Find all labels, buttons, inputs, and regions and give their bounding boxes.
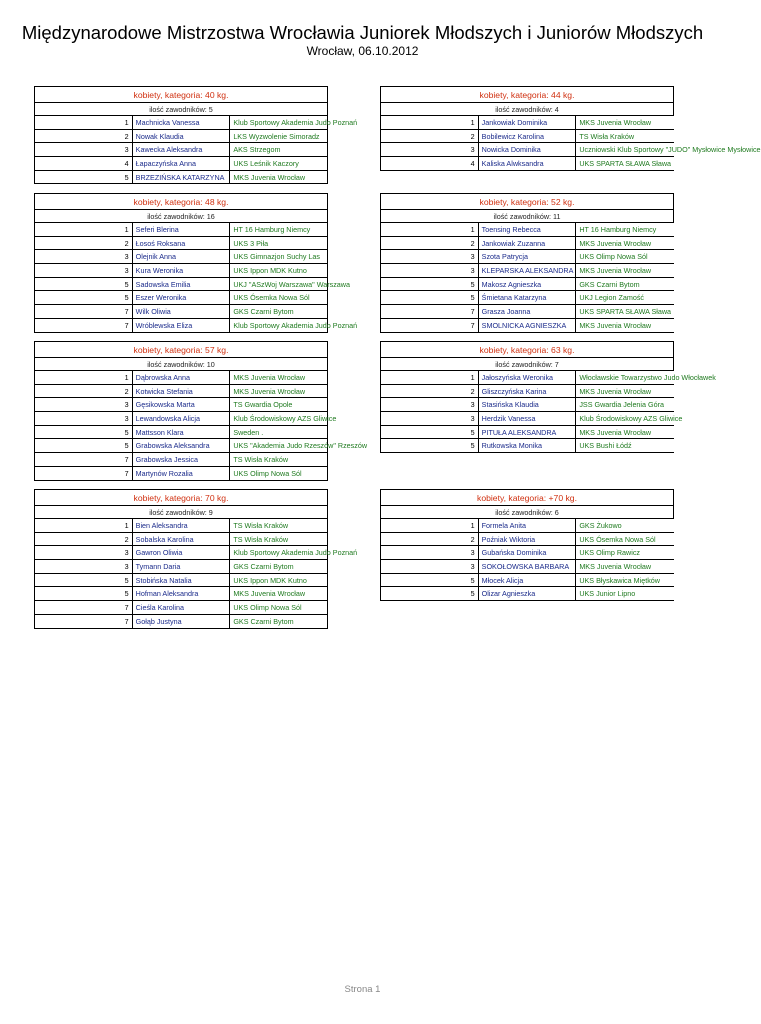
table-row bbox=[35, 305, 328, 319]
table-row bbox=[381, 384, 674, 398]
table-row bbox=[381, 560, 674, 574]
page-title: Międzynarodowe Mistrzostwa Wrocławia Juniorek Młodszych i Juniorów Młodszych bbox=[21, 22, 704, 43]
club-name: TS Wisła Kraków bbox=[230, 532, 328, 546]
category-block bbox=[380, 86, 761, 171]
club-name: GKS Czarni Bytom bbox=[230, 560, 328, 574]
club-name: UKS Leśnik Kaczory bbox=[230, 157, 328, 171]
club-name: UKS SPARTA SŁAWA Sława bbox=[576, 305, 674, 319]
competitor-name: SOKOŁOWSKA BARBARA bbox=[478, 560, 576, 574]
place-cell: 5 bbox=[35, 439, 133, 453]
place-cell: 1 bbox=[381, 519, 479, 533]
place-cell: 2 bbox=[35, 384, 133, 398]
category-title: kobiety, kategoria: 57 kg. bbox=[35, 342, 328, 358]
table-row bbox=[35, 116, 328, 130]
place-cell: 5 bbox=[381, 425, 479, 439]
competitor-name: Seferi Blerina bbox=[132, 223, 230, 237]
table-row bbox=[35, 573, 328, 587]
competitor-name: Kawecka Aleksandra bbox=[132, 143, 230, 157]
category-title: kobiety, kategoria: 48 kg. bbox=[35, 194, 328, 210]
place-cell: 2 bbox=[35, 532, 133, 546]
place-cell: 3 bbox=[35, 412, 133, 426]
competitor-name: Kura Weronika bbox=[132, 264, 230, 278]
table-row bbox=[381, 129, 674, 143]
club-name: UKS Ippon MDK Kutno bbox=[230, 573, 328, 587]
club-name: MKS Juvenia Wrocław bbox=[576, 264, 674, 278]
place-cell: 1 bbox=[381, 371, 479, 385]
club-name: MKS Juvenia Wrocław bbox=[576, 560, 674, 574]
place-cell: 5 bbox=[35, 170, 133, 184]
club-name: Klub Sportowy Akademia Judo Poznań bbox=[230, 318, 328, 332]
results-table bbox=[380, 193, 674, 333]
club-name: UKS Bushi Łódź bbox=[576, 439, 674, 453]
club-name: MKS Juvenia Wrocław bbox=[576, 425, 674, 439]
club-name: HT 16 Hamburg Niemcy bbox=[576, 223, 674, 237]
table-row bbox=[35, 614, 328, 628]
place-cell: 3 bbox=[381, 250, 479, 264]
competitor-name: Stasińska Klaudia bbox=[478, 398, 576, 412]
competitor-name: Łapaczyńska Anna bbox=[132, 157, 230, 171]
table-row bbox=[35, 546, 328, 560]
table-row bbox=[381, 439, 674, 453]
table-row bbox=[381, 412, 674, 426]
place-cell: 2 bbox=[381, 532, 479, 546]
club-name: GKS Czarni Bytom bbox=[230, 614, 328, 628]
table-row bbox=[381, 157, 674, 171]
category-title: kobiety, kategoria: 63 kg. bbox=[381, 342, 674, 358]
table-row bbox=[35, 601, 328, 615]
results-table bbox=[34, 489, 358, 629]
place-cell: 5 bbox=[35, 587, 133, 601]
table-row bbox=[35, 318, 328, 332]
table-row bbox=[35, 453, 328, 467]
page-subtitle: Wrocław, 06.10.2012 bbox=[306, 44, 419, 58]
table-row bbox=[35, 170, 328, 184]
competitor-name: Szota Patrycja bbox=[478, 250, 576, 264]
table-row bbox=[35, 439, 328, 453]
competitor-name: Młocek Alicja bbox=[478, 573, 576, 587]
table-row bbox=[35, 371, 328, 385]
competitor-name: Grabowska Jessica bbox=[132, 453, 230, 467]
results-table bbox=[34, 193, 358, 333]
category-block bbox=[34, 86, 358, 184]
club-name: GKS Czarni Bytom bbox=[576, 277, 674, 291]
category-title: kobiety, kategoria: +70 kg. bbox=[381, 490, 674, 506]
table-row bbox=[35, 560, 328, 574]
place-cell: 3 bbox=[35, 560, 133, 574]
competitor-name: Makosz Agnieszka bbox=[478, 277, 576, 291]
competitor-name: Dąbrowska Anna bbox=[132, 371, 230, 385]
competitor-name: Cieśla Karolina bbox=[132, 601, 230, 615]
competitor-count: ilość zawodników: 5 bbox=[35, 103, 328, 116]
competitor-name: Kotwicka Stefania bbox=[132, 384, 230, 398]
table-row bbox=[381, 318, 674, 332]
competitor-name: Grasza Joanna bbox=[478, 305, 576, 319]
competitor-name: Sadowska Emilia bbox=[132, 277, 230, 291]
competitor-name: Sobalska Karolina bbox=[132, 532, 230, 546]
category-block bbox=[380, 489, 674, 601]
club-name: TS Gwardia Opole bbox=[230, 398, 328, 412]
club-name: UKS Ippon MDK Kutno bbox=[230, 264, 328, 278]
club-name: Sweden . bbox=[230, 425, 328, 439]
club-name: TS Wisła Kraków bbox=[230, 453, 328, 467]
club-name: MKS Juvenia Wrocław bbox=[230, 384, 328, 398]
table-row bbox=[35, 264, 328, 278]
competitor-name: Tymann Daria bbox=[132, 560, 230, 574]
place-cell: 2 bbox=[35, 129, 133, 143]
place-cell: 5 bbox=[381, 587, 479, 601]
club-name: UKS Gimnazjon Suchy Las bbox=[230, 250, 328, 264]
table-row bbox=[381, 398, 674, 412]
table-row bbox=[381, 546, 674, 560]
competitor-name: PITUŁA ALEKSANDRA bbox=[478, 425, 576, 439]
competitor-name: Grabowska Aleksandra bbox=[132, 439, 230, 453]
results-table bbox=[380, 86, 761, 171]
table-row bbox=[35, 587, 328, 601]
competitor-name: Gołąb Justyna bbox=[132, 614, 230, 628]
competitor-name: Poźniak Wiktoria bbox=[478, 532, 576, 546]
competitor-name: Wilk Oliwia bbox=[132, 305, 230, 319]
place-cell: 5 bbox=[381, 277, 479, 291]
competitor-name: Śmietana Katarzyna bbox=[478, 291, 576, 305]
competitor-name: Gliszczyńska Karina bbox=[478, 384, 576, 398]
table-row bbox=[381, 532, 674, 546]
club-name: Klub Sportowy Akademia Judo Poznań bbox=[230, 546, 328, 560]
place-cell: 7 bbox=[35, 466, 133, 480]
place-cell: 3 bbox=[381, 560, 479, 574]
category-block bbox=[34, 193, 358, 333]
category-block bbox=[380, 341, 716, 453]
place-cell: 5 bbox=[381, 439, 479, 453]
club-name: UKS "Akademia Judo Rzeszów" Rzeszów bbox=[230, 439, 328, 453]
place-cell: 2 bbox=[35, 236, 133, 250]
competitor-name: Gubańska Dominika bbox=[478, 546, 576, 560]
competitor-name: Toensing Rebecca bbox=[478, 223, 576, 237]
competitor-name: Mattsson Klara bbox=[132, 425, 230, 439]
table-row bbox=[381, 264, 674, 278]
competitor-count: ilość zawodników: 7 bbox=[381, 358, 674, 371]
table-row bbox=[35, 398, 328, 412]
competitor-name: SMOLNICKA AGNIESZKA bbox=[478, 318, 576, 332]
place-cell: 3 bbox=[35, 143, 133, 157]
table-row bbox=[35, 277, 328, 291]
results-table bbox=[34, 341, 368, 481]
place-cell: 3 bbox=[381, 546, 479, 560]
table-row bbox=[35, 129, 328, 143]
table-row bbox=[35, 466, 328, 480]
club-name: UKS Olimp Nowa Sól bbox=[230, 466, 328, 480]
club-name: MKS Juvenia Wrocław bbox=[576, 384, 674, 398]
place-cell: 2 bbox=[381, 129, 479, 143]
place-cell: 7 bbox=[35, 305, 133, 319]
club-name: UKS Olimp Nowa Sól bbox=[576, 250, 674, 264]
place-cell: 1 bbox=[35, 223, 133, 237]
competitor-count: ilość zawodników: 6 bbox=[381, 506, 674, 519]
competitor-name: Formela Anita bbox=[478, 519, 576, 533]
competitor-name: Martynów Rozalia bbox=[132, 466, 230, 480]
place-cell: 7 bbox=[35, 453, 133, 467]
club-name: UKS Błyskawica Miętków bbox=[576, 573, 674, 587]
place-cell: 5 bbox=[381, 573, 479, 587]
place-cell: 2 bbox=[381, 384, 479, 398]
place-cell: 3 bbox=[381, 264, 479, 278]
competitor-count: ilość zawodników: 9 bbox=[35, 506, 328, 519]
competitor-count: ilość zawodników: 4 bbox=[381, 103, 674, 116]
table-row bbox=[381, 425, 674, 439]
club-name: Włocławskie Towarzystwo Judo Włocławek bbox=[576, 371, 674, 385]
table-row bbox=[35, 532, 328, 546]
place-cell: 7 bbox=[35, 601, 133, 615]
competitor-name: Hofman Aleksandra bbox=[132, 587, 230, 601]
table-row bbox=[381, 116, 674, 130]
table-row bbox=[381, 519, 674, 533]
place-cell: 1 bbox=[35, 371, 133, 385]
place-cell: 5 bbox=[35, 425, 133, 439]
club-name: MKS Juvenia Wrocław bbox=[576, 116, 674, 130]
place-cell: 4 bbox=[381, 157, 479, 171]
club-name: MKS Juvenia Wrocław bbox=[576, 236, 674, 250]
club-name: Klub Środowiskowy AZS Gliwice bbox=[230, 412, 328, 426]
competitor-name: Łosoś Roksana bbox=[132, 236, 230, 250]
table-row bbox=[35, 519, 328, 533]
competitor-name: Jankowiak Dominika bbox=[478, 116, 576, 130]
category-title: kobiety, kategoria: 44 kg. bbox=[381, 87, 674, 103]
table-row bbox=[381, 236, 674, 250]
category-title: kobiety, kategoria: 70 kg. bbox=[35, 490, 328, 506]
table-row bbox=[381, 587, 674, 601]
club-name: UKS SPARTA SŁAWA Sława bbox=[576, 157, 674, 171]
category-block bbox=[380, 193, 674, 333]
table-row bbox=[35, 412, 328, 426]
place-cell: 7 bbox=[35, 614, 133, 628]
club-name: AKS Strzegom bbox=[230, 143, 328, 157]
page-number: Strona 1 bbox=[344, 984, 381, 995]
competitor-name: BRZEZIŃSKA KATARZYNA bbox=[132, 170, 230, 184]
place-cell: 3 bbox=[381, 398, 479, 412]
club-name: MKS Juvenia Wrocław bbox=[230, 371, 328, 385]
table-row bbox=[381, 277, 674, 291]
competitor-count: ilość zawodników: 10 bbox=[35, 358, 328, 371]
competitor-name: Stobińska Natalia bbox=[132, 573, 230, 587]
place-cell: 3 bbox=[35, 398, 133, 412]
competitor-name: Olejnik Anna bbox=[132, 250, 230, 264]
results-table bbox=[34, 86, 358, 184]
club-name: UKS Olimp Rawicz bbox=[576, 546, 674, 560]
table-row bbox=[35, 384, 328, 398]
competitor-name: Nowicka Dominika bbox=[478, 143, 576, 157]
competitor-name: Machnicka Vanessa bbox=[132, 116, 230, 130]
club-name: TS Wisła Kraków bbox=[576, 129, 674, 143]
category-title: kobiety, kategoria: 40 kg. bbox=[35, 87, 328, 103]
club-name: UKS Ósemka Nowa Sól bbox=[576, 532, 674, 546]
competitor-name: Jankowiak Zuzanna bbox=[478, 236, 576, 250]
table-row bbox=[35, 291, 328, 305]
competitor-name: Olizar Agnieszka bbox=[478, 587, 576, 601]
table-row bbox=[381, 371, 674, 385]
table-row bbox=[381, 291, 674, 305]
place-cell: 1 bbox=[35, 116, 133, 130]
place-cell: 2 bbox=[381, 236, 479, 250]
place-cell: 4 bbox=[35, 157, 133, 171]
place-cell: 1 bbox=[381, 116, 479, 130]
competitor-name: Rutkowska Monika bbox=[478, 439, 576, 453]
competitor-name: Nowak Klaudia bbox=[132, 129, 230, 143]
place-cell: 5 bbox=[35, 291, 133, 305]
table-row bbox=[35, 157, 328, 171]
category-block bbox=[34, 341, 368, 481]
club-name: MKS Juvenia Wrocław bbox=[230, 587, 328, 601]
table-row bbox=[381, 223, 674, 237]
competitor-name: Gawron Oliwia bbox=[132, 546, 230, 560]
place-cell: 3 bbox=[35, 264, 133, 278]
place-cell: 7 bbox=[35, 318, 133, 332]
competitor-name: Bobilewicz Karolina bbox=[478, 129, 576, 143]
club-name: JSS Gwardia Jelenia Góra bbox=[576, 398, 674, 412]
table-row bbox=[35, 143, 328, 157]
place-cell: 5 bbox=[381, 291, 479, 305]
competitor-name: Eszer Weronika bbox=[132, 291, 230, 305]
club-name: HT 16 Hamburg Niemcy bbox=[230, 223, 328, 237]
competitor-name: Lewandowska Alicja bbox=[132, 412, 230, 426]
club-name: UKS Junior Lipno bbox=[576, 587, 674, 601]
club-name: Uczniowski Klub Sportowy "JUDO" Mysłowice Mysłowice bbox=[576, 143, 674, 157]
club-name: GKS Żukowo bbox=[576, 519, 674, 533]
results-table bbox=[380, 341, 716, 453]
club-name: UKJ "ASzWoj Warszawa" Warszawa bbox=[230, 277, 328, 291]
competitor-name: Gęsikowska Marta bbox=[132, 398, 230, 412]
competitor-count: ilość zawodników: 16 bbox=[35, 210, 328, 223]
place-cell: 3 bbox=[381, 412, 479, 426]
place-cell: 3 bbox=[381, 143, 479, 157]
results-table bbox=[380, 489, 674, 601]
place-cell: 5 bbox=[35, 277, 133, 291]
club-name: UKJ Legion Zamość bbox=[576, 291, 674, 305]
competitor-name: Herdzik Vanessa bbox=[478, 412, 576, 426]
club-name: TS Wisła Kraków bbox=[230, 519, 328, 533]
category-title: kobiety, kategoria: 52 kg. bbox=[381, 194, 674, 210]
competitor-name: Jałoszyńska Weronika bbox=[478, 371, 576, 385]
club-name: Klub Środowiskowy AZS Gliwice bbox=[576, 412, 674, 426]
club-name: UKS Olimp Nowa Sól bbox=[230, 601, 328, 615]
club-name: GKS Czarni Bytom bbox=[230, 305, 328, 319]
table-row bbox=[381, 305, 674, 319]
place-cell: 3 bbox=[35, 546, 133, 560]
club-name: MKS Juvenia Wrocław bbox=[576, 318, 674, 332]
competitor-name: KLEPARSKA ALEKSANDRA bbox=[478, 264, 576, 278]
table-row bbox=[35, 236, 328, 250]
place-cell: 3 bbox=[35, 250, 133, 264]
table-row bbox=[381, 143, 674, 157]
competitor-name: Kaliska Alwksandra bbox=[478, 157, 576, 171]
table-row bbox=[381, 250, 674, 264]
place-cell: 5 bbox=[35, 573, 133, 587]
competitor-name: Wróblewska Eliza bbox=[132, 318, 230, 332]
place-cell: 1 bbox=[381, 223, 479, 237]
table-row bbox=[35, 250, 328, 264]
competitor-count: ilość zawodników: 11 bbox=[381, 210, 674, 223]
place-cell: 7 bbox=[381, 318, 479, 332]
table-row bbox=[35, 223, 328, 237]
table-row bbox=[381, 573, 674, 587]
club-name: MKS Juvenia Wrocław bbox=[230, 170, 328, 184]
place-cell: 7 bbox=[381, 305, 479, 319]
club-name: UKS Ósemka Nowa Sól bbox=[230, 291, 328, 305]
table-row bbox=[35, 425, 328, 439]
category-block bbox=[34, 489, 358, 629]
club-name: LKS Wyzwolenie Simoradz bbox=[230, 129, 328, 143]
competitor-name: Bien Aleksandra bbox=[132, 519, 230, 533]
place-cell: 1 bbox=[35, 519, 133, 533]
club-name: UKS 3 Piła bbox=[230, 236, 328, 250]
club-name: Klub Sportowy Akademia Judo Poznań bbox=[230, 116, 328, 130]
